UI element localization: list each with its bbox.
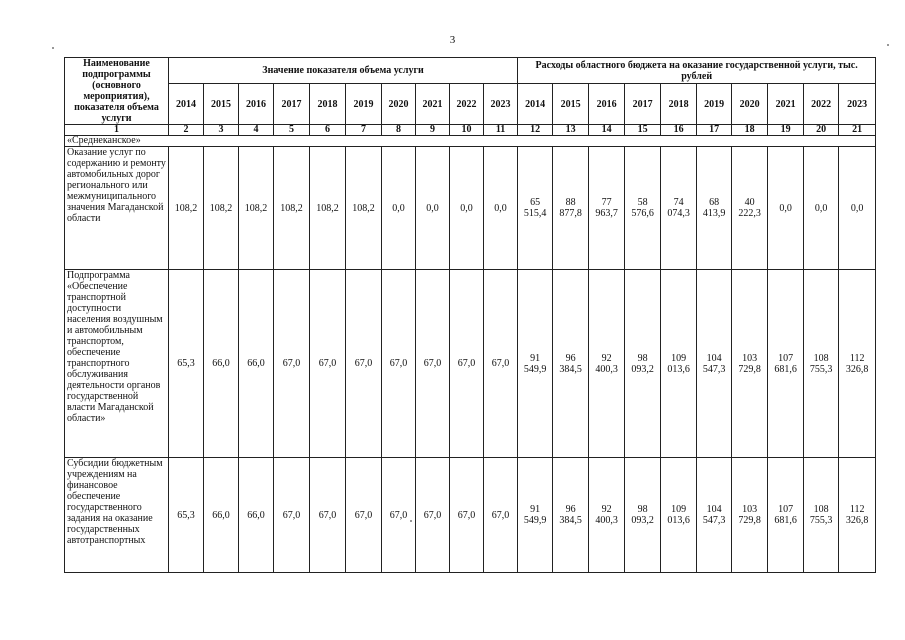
row-value-cell: 0,0 [382,147,416,270]
table-row [65,270,876,458]
row-value-cell: 67,0 [382,458,416,573]
row-expense-cell [518,270,553,458]
row-expense-cell [732,147,768,270]
row-expense-cell [768,270,804,458]
row-expense-cell [697,270,732,458]
header-year-expense: 2022 [804,84,839,125]
header-column-number: 4 [239,125,274,136]
budget-table [64,57,876,573]
header-column-number: 3 [204,125,239,136]
row-value-cell: 67,0 [274,458,310,573]
header-column-number: 18 [732,125,768,136]
row-value-cell: 67,0 [450,270,484,458]
row-expense-cell [589,458,625,573]
row-expense-cell [518,458,553,573]
header-year-expense: 2023 [839,84,876,125]
header-column-number: 17 [697,125,732,136]
header-year-value: 2015 [204,84,239,125]
row-value-cell: 67,0 [416,270,450,458]
row-expense-value: 108 755,3 [809,352,833,375]
row-value-cell: 66,0 [239,458,274,573]
row-expense-cell [589,147,625,270]
header-name-column: Наименование подпрограммы (основного мероприятия), показателя объема услуги [65,58,169,125]
row-expense-value: 88 877,8 [559,197,582,219]
row-expense-cell [661,458,697,573]
row-value-cell: 67,0 [416,458,450,573]
row-value-cell: 67,0 [346,270,382,458]
row-expense-value: 112 326,8 [845,352,869,375]
header-year-value: 2017 [274,84,310,125]
row-expense-cell [804,147,839,270]
header-year-value: 2018 [310,84,346,125]
row-expense-value: 96 384,5 [559,504,582,526]
row-value-cell: 108,2 [169,147,204,270]
header-column-number: 14 [589,125,625,136]
row-expense-cell [661,147,697,270]
row-value-cell: 67,0 [274,270,310,458]
header-year-expense: 2020 [732,84,768,125]
row-expense-cell [839,458,876,573]
header-column-number: 2 [169,125,204,136]
row-value-cell: 108,2 [239,147,274,270]
header-year-value: 2020 [382,84,416,125]
row-value-cell: 0,0 [450,147,484,270]
section-label: «Среднеканское» [65,136,876,147]
row-expense-value: 0,0 [779,202,792,214]
header-years-row [65,84,876,125]
row-name: Оказание услуг по содержанию и ремонту автомобильных дорог регионального или межмуниципального значения Магаданской области [65,147,169,270]
row-expense-value: 109 013,6 [667,504,690,526]
header-column-number: 12 [518,125,553,136]
row-expense-value: 40 222,3 [738,197,761,219]
row-expense-cell [661,270,697,458]
table-row [65,458,876,573]
row-value-cell: 0,0 [416,147,450,270]
row-expense-value: 91 549,9 [523,352,547,375]
row-value-cell: 0,0 [484,147,518,270]
header-year-expense: 2015 [553,84,589,125]
row-expense-value: 0,0 [814,202,828,214]
row-value-cell: 108,2 [346,147,382,270]
row-expense-cell [518,147,553,270]
row-expense-value: 65 515,4 [523,197,547,219]
row-expense-value: 104 547,3 [702,352,726,375]
header-column-number: 19 [768,125,804,136]
header-column-number: 6 [310,125,346,136]
header-column-number: 5 [274,125,310,136]
header-column-number: 9 [416,125,450,136]
row-value-cell: 66,0 [204,270,239,458]
row-expense-value: 92 400,3 [595,352,618,375]
row-expense-value: 98 093,2 [631,352,654,375]
header-column-number: 15 [625,125,661,136]
header-value-group: Значение показателя объема услуги [169,58,518,84]
row-value-cell: 67,0 [346,458,382,573]
header-column-number: 21 [839,125,876,136]
row-value-cell: 66,0 [204,458,239,573]
row-expense-value: 96 384,5 [559,352,582,375]
header-column-number: 10 [450,125,484,136]
row-value-cell: 108,2 [274,147,310,270]
row-expense-cell [625,270,661,458]
scan-speck [52,47,54,49]
scan-speck [410,520,412,522]
row-expense-value: 103 729,8 [738,352,761,375]
row-expense-cell [732,458,768,573]
header-year-expense: 2014 [518,84,553,125]
row-expense-cell [732,270,768,458]
header-year-expense: 2018 [661,84,697,125]
row-value-cell: 67,0 [484,270,518,458]
row-expense-cell [804,270,839,458]
row-value-cell: 65,3 [169,270,204,458]
row-expense-cell [697,458,732,573]
row-value-cell: 65,3 [169,458,204,573]
row-expense-value: 98 093,2 [631,504,654,526]
row-value-cell: 67,0 [382,270,416,458]
row-expense-cell [804,458,839,573]
row-expense-cell [839,270,876,458]
row-expense-cell [553,458,589,573]
row-value-cell: 67,0 [450,458,484,573]
row-expense-cell [553,270,589,458]
header-year-value: 2016 [239,84,274,125]
header-year-expense: 2016 [589,84,625,125]
row-expense-cell [768,458,804,573]
row-expense-cell [768,147,804,270]
header-year-value: 2014 [169,84,204,125]
row-expense-value: 109 013,6 [667,352,690,375]
page-number: 3 [449,34,456,46]
row-value-cell: 67,0 [310,458,346,573]
row-name: Субсидии бюджетным учреждениям на финансовое обеспечение государственного задания на оказание государственных автотранспортных [65,458,169,573]
row-value-cell: 67,0 [484,458,518,573]
header-year-expense: 2019 [697,84,732,125]
row-expense-cell [697,147,732,270]
row-name: Подпрограмма «Обеспечение транспортной доступности населения воздушным и автомобильным транспортом, обеспечение транспортного обслуживания деятельности органов государственной власти Магаданской области» [65,270,169,458]
row-expense-value: 58 576,6 [631,197,654,219]
header-year-expense: 2021 [768,84,804,125]
header-year-expense: 2017 [625,84,661,125]
row-expense-value: 107 681,6 [774,352,797,375]
header-year-value: 2019 [346,84,382,125]
header-column-number: 1 [65,125,169,136]
header-year-value: 2022 [450,84,484,125]
row-expense-value: 77 963,7 [595,197,618,219]
row-expense-value: 91 549,9 [523,504,547,526]
row-expense-cell [625,147,661,270]
row-expense-value: 104 547,3 [702,504,726,526]
header-column-numbers-row [65,125,876,136]
row-expense-cell [839,147,876,270]
row-value-cell: 67,0 [310,270,346,458]
row-value-cell: 66,0 [239,270,274,458]
header-column-number: 7 [346,125,382,136]
header-column-number: 16 [661,125,697,136]
row-expense-value: 68 413,9 [702,197,726,219]
row-expense-value: 103 729,8 [738,504,761,526]
row-expense-cell [625,458,661,573]
header-column-number: 11 [484,125,518,136]
row-expense-cell [553,147,589,270]
scan-speck [887,44,889,46]
row-expense-value: 74 074,3 [667,197,690,219]
header-column-number: 8 [382,125,416,136]
row-expense-cell [589,270,625,458]
header-column-number: 20 [804,125,839,136]
header-column-number: 13 [553,125,589,136]
row-expense-value: 108 755,3 [809,504,833,526]
header-year-value: 2023 [484,84,518,125]
row-expense-value: 107 681,6 [774,504,797,526]
table-row [65,147,876,270]
row-value-cell: 108,2 [310,147,346,270]
header-expense-group: Расходы областного бюджета на оказание государственной услуги, тыс. рублей [518,58,876,84]
header-year-value: 2021 [416,84,450,125]
row-expense-value: 0,0 [850,202,864,214]
row-expense-value: 92 400,3 [595,504,618,526]
row-value-cell: 108,2 [204,147,239,270]
row-expense-value: 112 326,8 [845,504,869,526]
